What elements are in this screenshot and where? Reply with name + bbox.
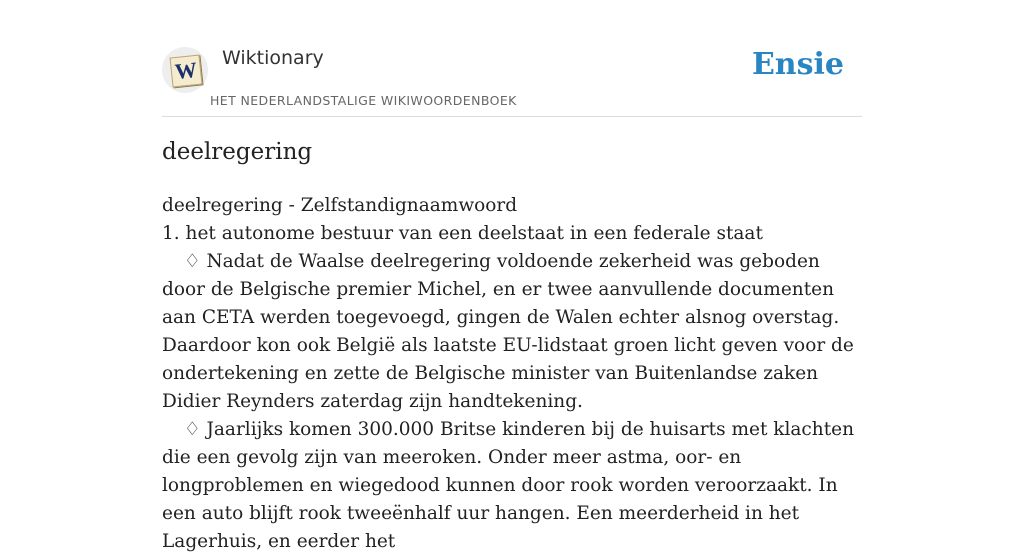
site-tagline: HET NEDERLANDSTALIGE WIKIWOORDENBOEK (210, 93, 517, 108)
definition: 1. het autonome bestuur van een deelstaat in een federale staat (162, 223, 763, 244)
logo-tile: W (170, 55, 203, 88)
site-header (162, 0, 862, 117)
part-of-speech-line: deelregering - Zelfstandignaamwoord (162, 195, 518, 216)
page (162, 0, 862, 552)
ensie-brand-link[interactable]: Ensie (751, 47, 844, 82)
wiktionary-logo-icon[interactable] (162, 47, 208, 93)
page-title: deelregering (162, 139, 313, 165)
example-sentence: ♢ Jaarlijks komen 300.000 Britse kinderen bij de huisarts met klachten die een gevolg zijn van meeroken. Onder meer astma, oor- en longproblemen en wiegedood kunnen door rook worden veroorzaakt. In een auto blijft rook tweeënhalf uur hangen. Een meerderheid in het Lagerhuis, en eerder het (162, 419, 854, 552)
entry-content (162, 192, 862, 556)
example-sentence: ♢ Nadat de Waalse deelregering voldoende zekerheid was geboden door de Belgische premier Michel, en er twee aanvullende documenten aan CETA werden toegevoegd, gingen de Walen echter alsnog overstag. Daardoor kon ook België als laatste EU-lidstaat groen licht geven voor de ondertekening en zette de Belgische minister van Buitenlandse zaken Didier Reynders zaterdag zijn handtekening. (162, 251, 854, 412)
site-name[interactable]: Wiktionary (222, 47, 324, 69)
